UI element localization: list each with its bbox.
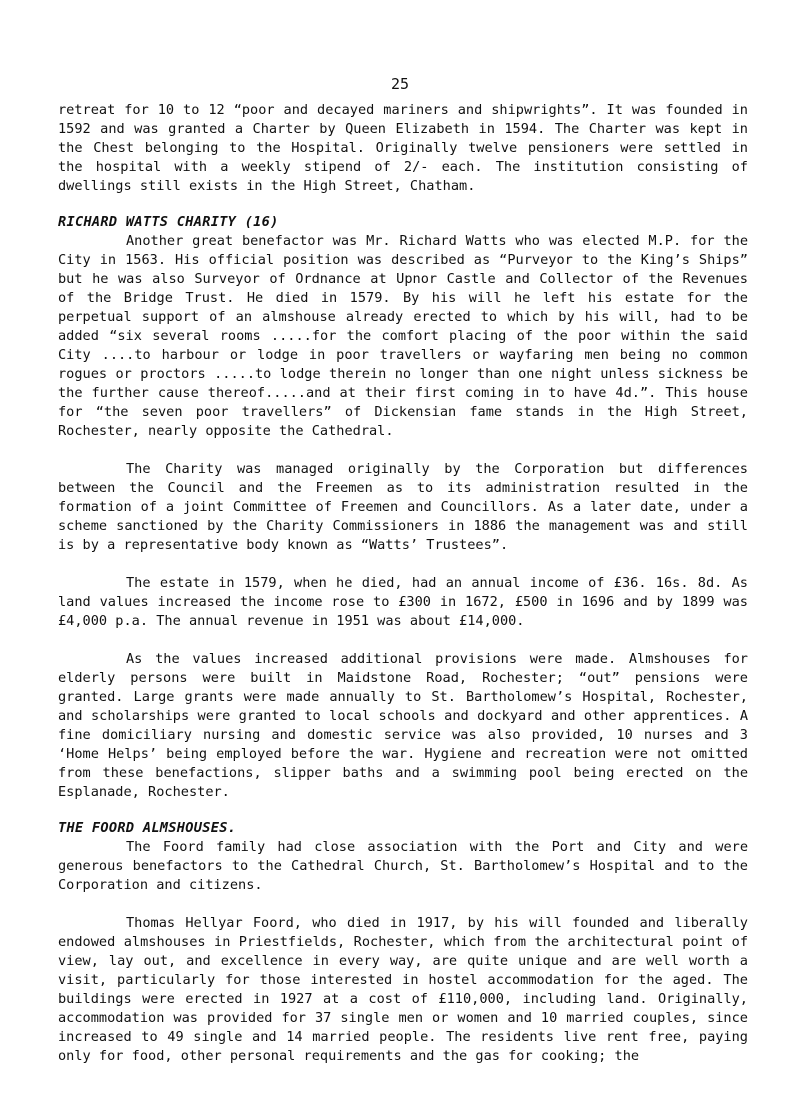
section-heading-watts: RICHARD WATTS CHARITY (16) xyxy=(58,214,279,230)
watts-paragraph-1: Another great benefactor was Mr. Richard Watts who was elected M.P. for the City in 1563. His official position was described as “Purveyor to the King’s Ships” but he was also Surveyor of Ordnance at Upnor Castle and Collector of the Revenues of the Bridge Trust. He died in 1579. By his will he left his estate for the perpetual support of an almshouse already erected to which by his will, had to be added “six several rooms .....for the comfort placing of the poor within the said City ....to harbour or lodge in poor travellers or wayfaring men being no common rogues or proctors .....to lodge therein no longer than one night unless sickness be the further cause thereof.....and at their first coming in to have 4d.”. This house for “the seven poor travellers” of Dickensian fame stands in the High Street, Rochester, nearly opposite the Cathedral. xyxy=(58,233,748,439)
foord-paragraph-1: The Foord family had close association with the Port and City and were generous benefactors to the Cathedral Church, St. Bartholomew’s Hospital and to the Corporation and citizens. xyxy=(58,839,748,893)
intro-paragraph: retreat for 10 to 12 “poor and decayed mariners and shipwrights”. It was founded in 1592 and was granted a Charter by Queen Elizabeth in 1594. The Charter was kept in the Chest belonging to the Hospital. Originally twelve pensioners were settled in the hospital with a weekly stipend of 2/- each. The institution consisting of dwellings still exists in the High Street, Chatham. xyxy=(58,102,748,194)
foord-paragraph-2: Thomas Hellyar Foord, who died in 1917, by his will founded and liberally endowed almshouses in Priestfields, Rochester, which from the architectural point of view, lay out, and excellence in every way, are quite unique and are well worth a visit, particularly for those interested in hostel accommodation for the aged. The buildings were erected in 1927 at a cost of £110,000, including land. Originally, accommodation was provided for 37 single men or women and 10 married couples, since increased to 49 single and 14 married people. The residents live rent free, paying only for food, other personal requirements and the gas for cooking; the xyxy=(58,915,748,1064)
body-text xyxy=(58,101,748,1066)
watts-paragraph-4: As the values increased additional provisions were made. Almshouses for elderly persons were built in Maidstone Road, Rochester; “out” pensions were granted. Large grants were made annually to St. Bartholomew’s Hospital, Rochester, and scholarships were granted to local schools and dockyard and other apprentices. A fine domiciliary nursing and domestic service was also provided, 10 nurses and 3 ‘Home Helps’ being employed before the war. Hygiene and recreation were not omitted from these benefactions, slipper baths and a swimming pool being erected on the Esplanade, Rochester. xyxy=(58,651,748,800)
section-heading-foord: THE FOORD ALMSHOUSES. xyxy=(58,820,237,836)
watts-paragraph-2: The Charity was managed originally by the Corporation but differences between the Council and the Freemen as to its administration resulted in the formation of a joint Committee of Freemen and Councillors. As a later date, under a scheme sanctioned by the Charity Commissioners in 1886 the management was and still is by a representative body known as “Watts’ Trustees”. xyxy=(58,461,748,553)
watts-paragraph-3: The estate in 1579, when he died, had an annual income of £36. 16s. 8d. As land values increased the income rose to £300 in 1672, £500 in 1696 and by 1899 was £4,000 p.a. The annual revenue in 1951 was about £14,000. xyxy=(58,575,748,629)
page-number: 25 xyxy=(390,75,410,93)
